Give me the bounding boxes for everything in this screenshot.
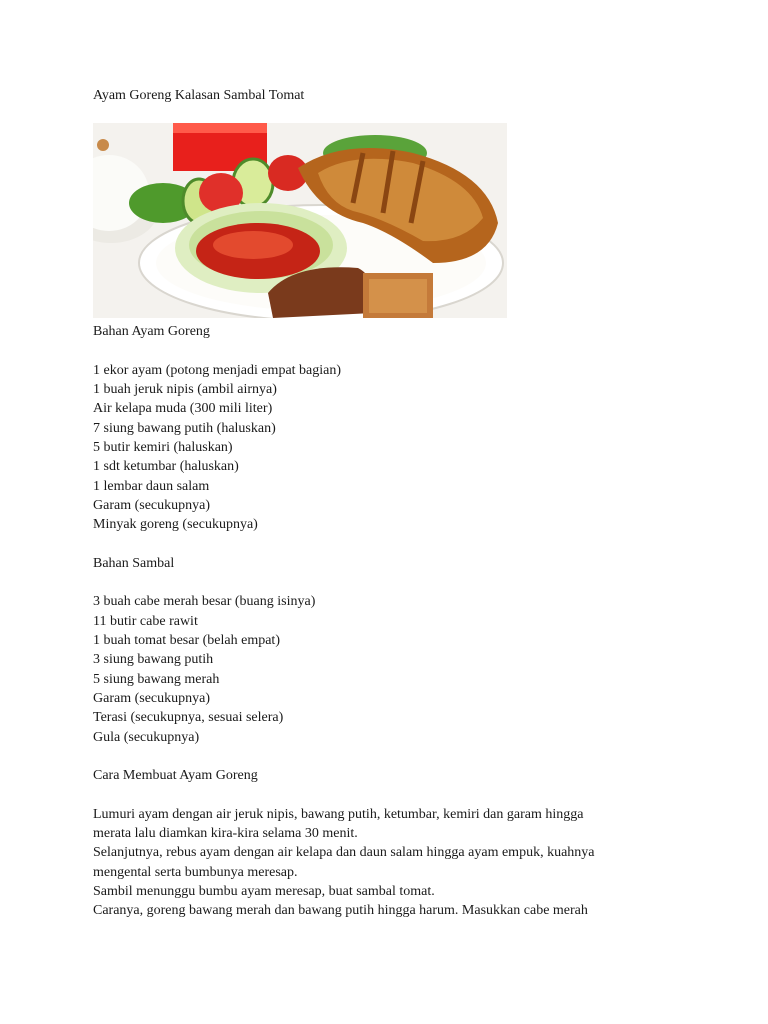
ingredient-line: 1 buah jeruk nipis (ambil airnya)	[93, 382, 277, 398]
ingredient-line: Garam (secukupnya)	[93, 497, 211, 513]
instruction-line: merata lalu diamkan kira-kira selama 30 menit.	[93, 826, 358, 842]
ingredient-line: 11 butir cabe rawit	[93, 613, 198, 629]
ingredient-line: 1 ekor ayam (potong menjadi empat bagian)	[93, 362, 342, 378]
cara-heading: Cara Membuat Ayam Goreng	[93, 768, 258, 784]
ingredient-line: Minyak goreng (secukupnya)	[93, 517, 258, 533]
instruction-line: Selanjutnya, rebus ayam dengan air kelapa dan daun salam hingga ayam empuk, kuahnya	[93, 845, 595, 861]
recipe-title: Ayam Goreng Kalasan Sambal Tomat	[93, 88, 305, 103]
instruction-line: mengental serta bumbunya meresap.	[93, 864, 298, 880]
ayam-goreng-photo	[93, 123, 507, 318]
ingredient-line: 1 sdt ketumbar (haluskan)	[93, 459, 239, 475]
ingredient-line: 5 butir kemiri (haluskan)	[93, 440, 233, 456]
ingredient-line: 1 buah tomat besar (belah empat)	[93, 633, 280, 649]
instruction-line: Lumuri ayam dengan air jeruk nipis, bawang putih, ketumbar, kemiri dan garam hingga	[93, 806, 584, 822]
ingredient-line: 3 buah cabe merah besar (buang isinya)	[93, 594, 316, 610]
instruction-line: Sambil menunggu bumbu ayam meresap, buat sambal tomat.	[93, 883, 435, 899]
ingredient-line: 1 lembar daun salam	[93, 478, 210, 494]
ingredient-line: 5 siung bawang merah	[93, 671, 220, 687]
ingredient-line: Air kelapa muda (300 mili liter)	[93, 401, 273, 417]
bahan-ayam-heading: Bahan Ayam Goreng	[93, 324, 210, 340]
instruction-line: Caranya, goreng bawang merah dan bawang putih hingga harum. Masukkan cabe merah	[93, 903, 588, 919]
ingredient-line: Terasi (secukupnya, sesuai selera)	[93, 710, 284, 726]
ingredient-line: Garam (secukupnya)	[93, 690, 211, 706]
bahan-sambal-heading: Bahan Sambal	[93, 555, 175, 571]
ingredient-line: 7 siung bawang putih (haluskan)	[93, 420, 276, 436]
document-page	[93, 86, 693, 921]
ingredient-line: 3 siung bawang putih	[93, 652, 214, 668]
ingredient-line: Gula (secukupnya)	[93, 729, 200, 745]
